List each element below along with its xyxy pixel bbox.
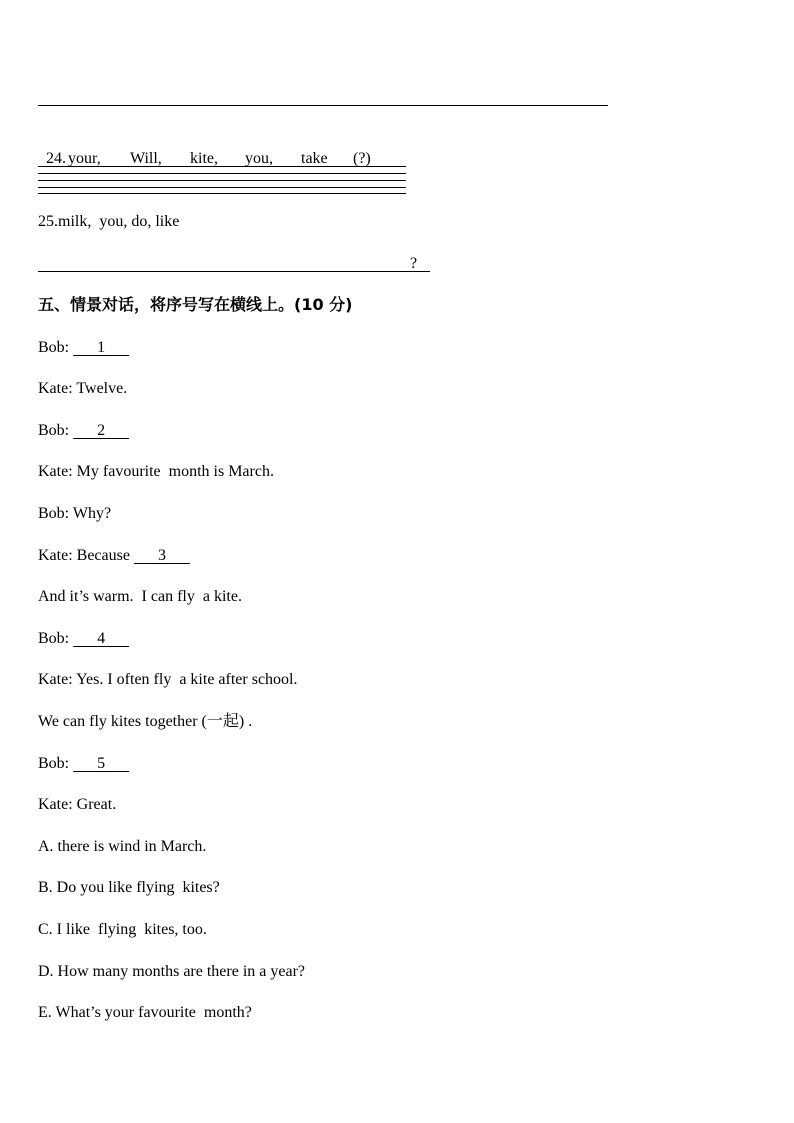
answer-blank[interactable] — [134, 547, 190, 564]
speaker: Kate: — [38, 380, 73, 397]
dialogue-text: Twelve. — [72, 380, 128, 397]
speaker: Bob: — [38, 505, 70, 522]
dialogue-line — [38, 421, 129, 441]
question-25: 25.milk, you, do, like — [38, 213, 180, 230]
speaker: Kate: — [38, 547, 73, 564]
dialogue-line — [38, 379, 127, 399]
q24-word: (?) — [353, 150, 371, 167]
blank-number: 5 — [97, 755, 106, 772]
q24-word: you, — [245, 150, 273, 167]
dialogue-line — [38, 338, 129, 358]
speaker: Kate: — [38, 796, 73, 813]
speaker: Bob: — [38, 339, 70, 356]
dialogue-line — [38, 712, 252, 732]
dialogue-line — [38, 629, 129, 649]
question-24-number: 24. — [46, 150, 66, 167]
dialogue-text: We can fly kites together (一起) . — [38, 713, 253, 730]
q24-word: Will, — [130, 150, 162, 167]
dialogue-line — [38, 795, 116, 815]
writing-line-24 — [38, 166, 406, 167]
dialogue-text: Great. — [72, 796, 117, 813]
section-heading: 五、情景对话，将序号写在横线上。(10 分) — [38, 295, 353, 314]
dialogue-text: My favourite month is March. — [72, 463, 274, 480]
q24-word: your, — [68, 150, 101, 167]
q24-word: take — [301, 150, 328, 167]
dialogue-text: Because — [72, 547, 134, 564]
dialogue-text: Why? — [69, 505, 112, 522]
answer-blank[interactable] — [73, 755, 129, 772]
writing-line-24 — [38, 180, 406, 181]
q24-word: kite, — [190, 150, 218, 167]
option-e: E. What’s your favourite month? — [38, 1004, 252, 1021]
answer-blank[interactable] — [73, 630, 129, 647]
dialogue-line — [38, 670, 298, 690]
answer-line-23 — [38, 105, 608, 106]
question-25-end-mark: ? — [410, 255, 418, 272]
writing-line-24 — [38, 187, 406, 188]
blank-number: 3 — [157, 547, 166, 564]
dialogue-text: And it’s warm. I can fly a kite. — [38, 588, 242, 605]
dialogue-text: Yes. I often fly a kite after school. — [72, 671, 298, 688]
dialogue-line — [38, 462, 274, 482]
dialogue-line — [38, 587, 242, 607]
speaker: Kate: — [38, 671, 73, 688]
writing-line-24 — [38, 193, 406, 194]
speaker: Bob: — [38, 630, 70, 647]
speaker: Kate: — [38, 463, 73, 480]
dialogue-line — [38, 546, 190, 566]
question-24 — [38, 129, 371, 167]
dialogue-line — [38, 754, 129, 774]
answer-blank[interactable] — [73, 422, 129, 439]
blank-number: 1 — [97, 339, 106, 356]
speaker: Bob: — [38, 755, 70, 772]
option-a: A. there is wind in March. — [38, 838, 207, 855]
option-b: B. Do you like flying kites? — [38, 879, 220, 896]
writing-line-24 — [38, 173, 406, 174]
blank-number: 4 — [97, 630, 106, 647]
blank-number: 2 — [97, 422, 106, 439]
option-d: D. How many months are there in a year? — [38, 963, 306, 980]
option-c: C. I like flying kites, too. — [38, 921, 207, 938]
answer-line-25 — [38, 271, 430, 272]
speaker: Bob: — [38, 422, 70, 439]
dialogue-line — [38, 504, 111, 524]
answer-blank[interactable] — [73, 339, 129, 356]
